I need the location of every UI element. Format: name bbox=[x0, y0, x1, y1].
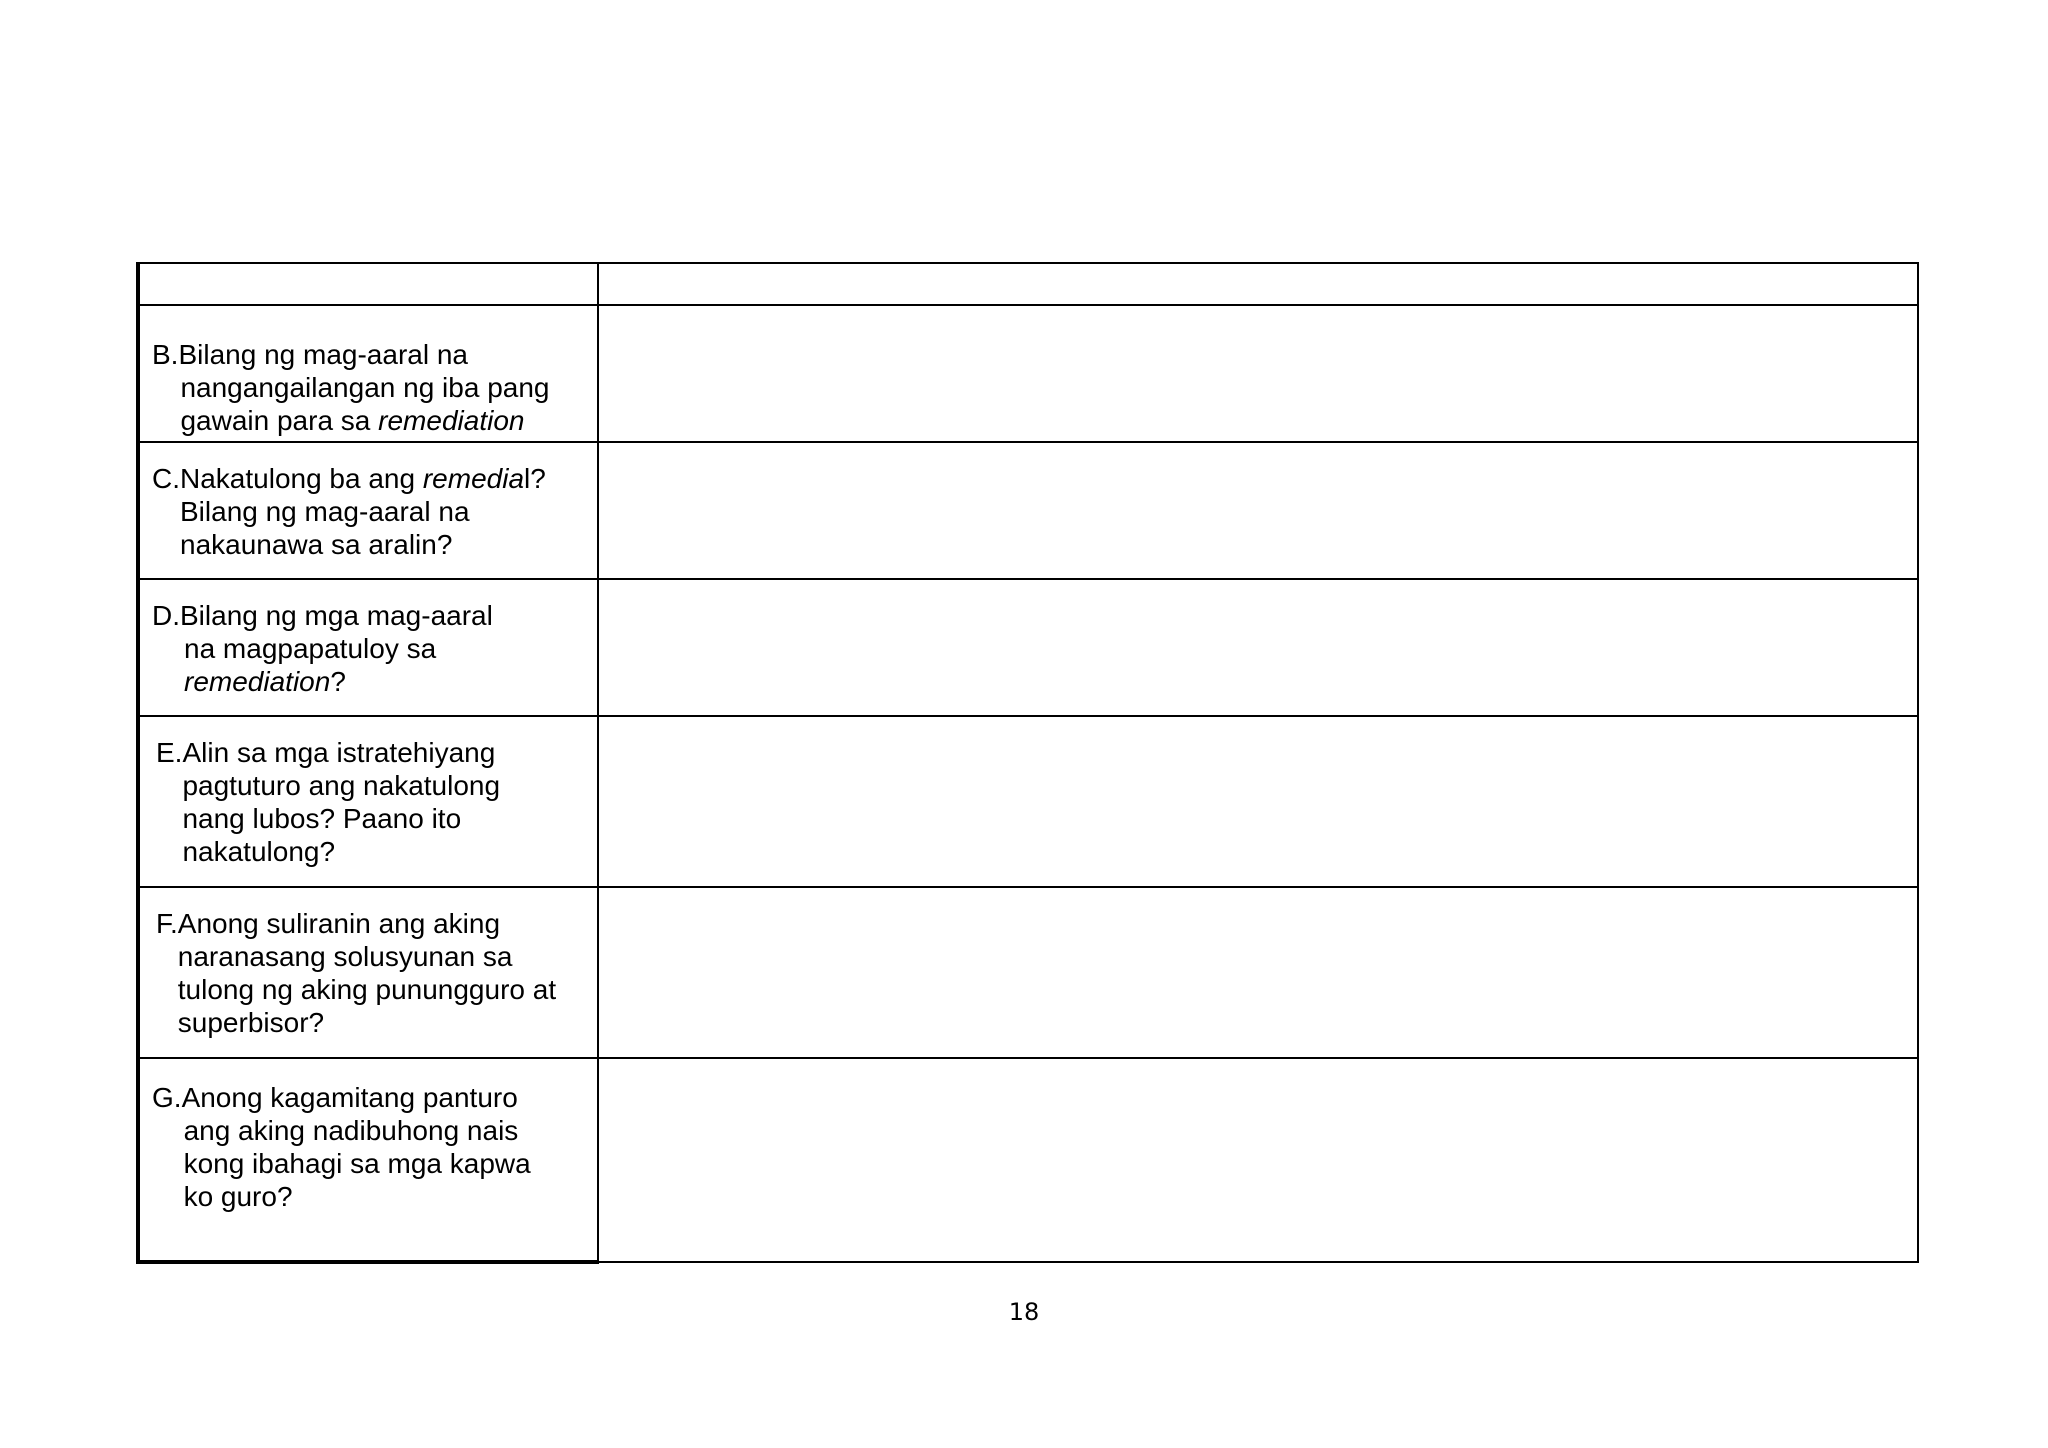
question-line bbox=[182, 835, 593, 868]
answer-cell-d[interactable] bbox=[598, 579, 1918, 716]
question-text-run-italic: remediation bbox=[378, 405, 525, 436]
table-row-f bbox=[138, 887, 1918, 1058]
question-text-run: Bilang ng mag-aaral na bbox=[180, 496, 470, 527]
question-line bbox=[178, 940, 593, 973]
question-letter-d: D. bbox=[152, 600, 180, 631]
question-text-run: pagtuturo ang nakatulong bbox=[182, 769, 501, 801]
question-line bbox=[178, 1006, 593, 1039]
header-answer-cell bbox=[598, 263, 1918, 305]
question-text-run: nakaunawa sa aralin? bbox=[180, 529, 453, 560]
question-text-run: tulong ng aking punungguro at bbox=[177, 973, 557, 1005]
question-line bbox=[178, 404, 593, 437]
question-text-run: Bilang ng mga mag-aaral bbox=[180, 600, 493, 631]
question-text-f bbox=[178, 907, 593, 1039]
question-line bbox=[182, 736, 593, 769]
question-text-run: nakatulong? bbox=[182, 835, 336, 867]
table-row-g bbox=[138, 1058, 1918, 1262]
page-number: 18 bbox=[1008, 1298, 1040, 1326]
question-text-run: naranasang solusyunan sa bbox=[177, 940, 513, 972]
question-cell-e bbox=[138, 716, 598, 887]
table-row-header bbox=[138, 263, 1918, 305]
answer-cell-f[interactable] bbox=[598, 887, 1918, 1058]
reflection-table bbox=[136, 262, 1919, 1264]
question-line bbox=[178, 973, 593, 1006]
question-letter-c: C. bbox=[152, 463, 180, 494]
question-text-d bbox=[180, 599, 593, 698]
question-text-run: Nakatulong ba ang bbox=[180, 463, 423, 494]
question-line bbox=[182, 802, 593, 835]
question-line bbox=[178, 907, 593, 940]
answer-cell-b[interactable] bbox=[598, 305, 1918, 442]
question-line bbox=[178, 338, 593, 371]
answer-cell-c[interactable] bbox=[598, 442, 1918, 579]
question-line bbox=[182, 1081, 593, 1114]
question-line bbox=[178, 371, 593, 404]
question-text-run: nang lubos? Paano ito bbox=[182, 802, 462, 834]
question-cell-g bbox=[138, 1058, 598, 1262]
question-text-run: Anong suliranin ang aking bbox=[177, 907, 501, 939]
question-cell-b bbox=[138, 305, 598, 442]
question-cell-f bbox=[138, 887, 598, 1058]
question-line bbox=[182, 1147, 593, 1180]
question-text-run: nangangailangan ng iba pang bbox=[180, 372, 550, 403]
question-text-run: na magpapatuloy sa bbox=[184, 633, 437, 664]
question-text-run: l? bbox=[524, 463, 546, 494]
question-text-run: gawain para sa bbox=[180, 405, 379, 436]
table-row-d bbox=[138, 579, 1918, 716]
question-text-run: ? bbox=[330, 666, 346, 697]
question-text-b bbox=[178, 338, 593, 437]
question-cell-c bbox=[138, 442, 598, 579]
question-letter-g: G. bbox=[152, 1081, 182, 1113]
question-text-c bbox=[180, 462, 593, 561]
answer-cell-g[interactable] bbox=[598, 1058, 1918, 1262]
question-text-run: Bilang ng mag-aaral na bbox=[178, 339, 468, 370]
question-text-e bbox=[182, 736, 593, 868]
question-text-run: Anong kagamitang panturo bbox=[181, 1081, 518, 1113]
question-text-run: superbisor? bbox=[177, 1006, 325, 1038]
question-text-run: kong ibahagi sa mga kapwa bbox=[183, 1147, 531, 1179]
answer-cell-e[interactable] bbox=[598, 716, 1918, 887]
question-letter-e: E. bbox=[156, 736, 183, 768]
question-text-run: ang aking nadibuhong nais bbox=[183, 1114, 519, 1146]
question-line bbox=[180, 599, 593, 632]
question-letter-f: F. bbox=[156, 907, 178, 939]
question-line bbox=[182, 1114, 593, 1147]
question-letter-b: B. bbox=[152, 339, 179, 370]
question-line bbox=[180, 495, 593, 528]
header-question-cell bbox=[138, 263, 598, 305]
question-line bbox=[182, 769, 593, 802]
question-cell-d bbox=[138, 579, 598, 716]
question-line bbox=[180, 462, 593, 495]
question-text-run-italic: remedia bbox=[422, 463, 525, 494]
table-row-e bbox=[138, 716, 1918, 887]
table-row-b bbox=[138, 305, 1918, 442]
question-text-run-italic: remediation bbox=[184, 666, 331, 697]
table-row-c bbox=[138, 442, 1918, 579]
question-line bbox=[180, 665, 593, 698]
question-line bbox=[182, 1180, 593, 1213]
question-text-run: Alin sa mga istratehiyang bbox=[182, 736, 496, 768]
question-text-g bbox=[182, 1081, 593, 1213]
question-line bbox=[180, 632, 593, 665]
question-line bbox=[180, 528, 593, 561]
question-text-run: ko guro? bbox=[183, 1180, 293, 1212]
